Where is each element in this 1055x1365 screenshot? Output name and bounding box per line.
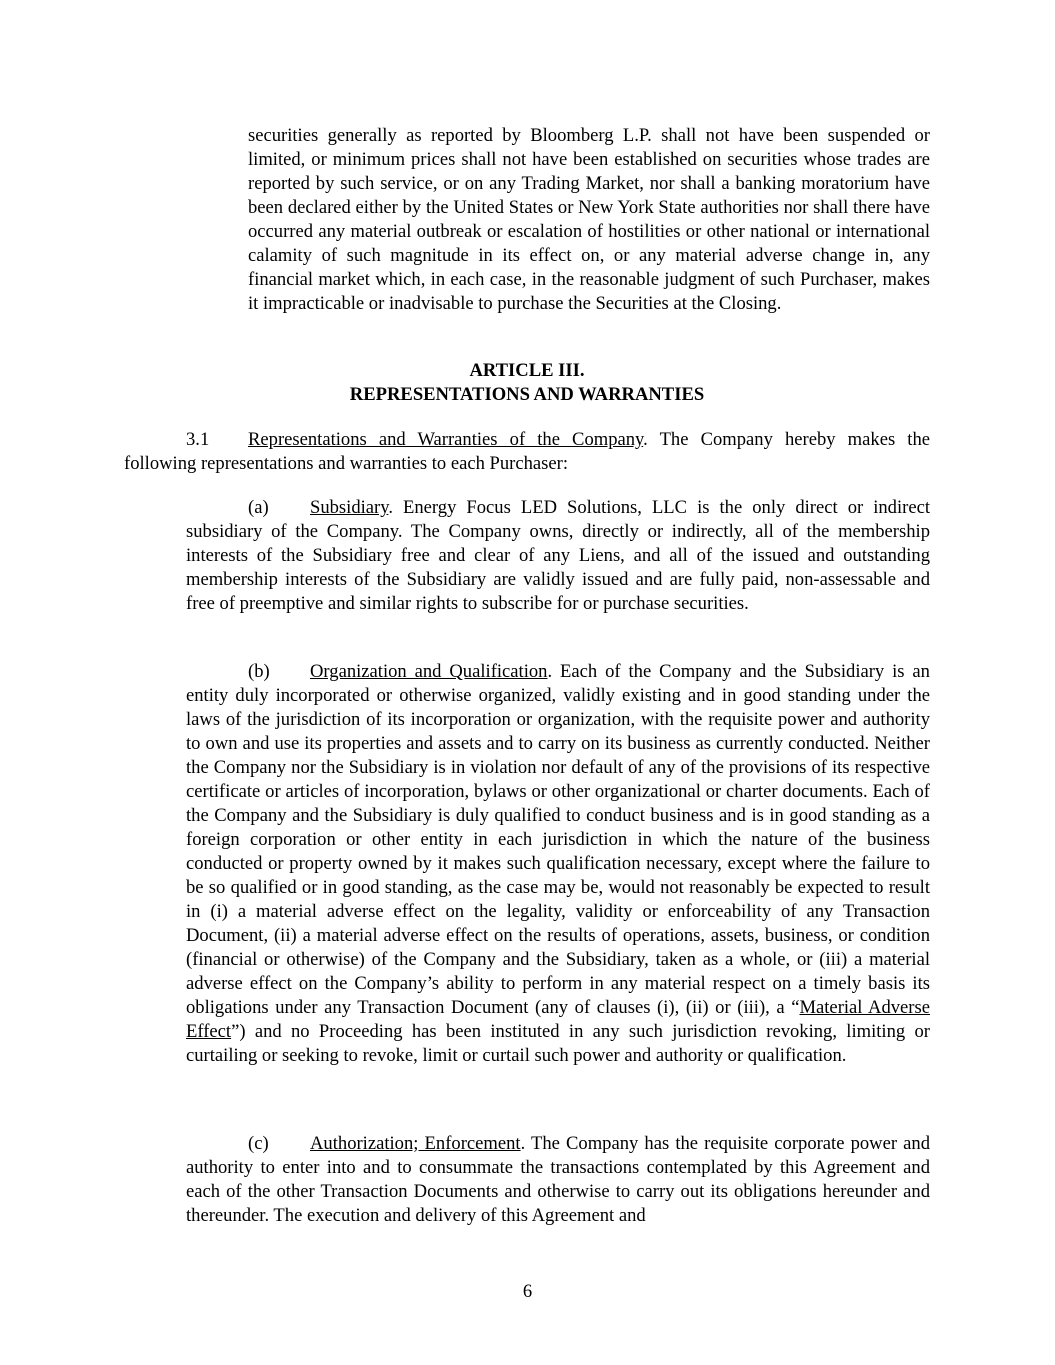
continued-paragraph: securities generally as reported by Bloomberg L.P. shall not have been suspended or limited, or minimum prices shall not have been established on securities whose trades are reported by such service, or on any Trading Market, nor shall a banking moratorium have been declared either by the United States or New York State authorities nor shall there have occurred any material outbreak or escalation of hostilities or other national or international calamity of such magnitude in its effect on, or any material adverse change in, any financial market which, in each case, in the reasonable judgment of such Purchaser, makes it impracticable or inadvisable to purchase the Securities at the Closing. <box>248 125 930 314</box>
paragraph-text: . The Company has the requisite corporate power and authority to enter into and to consummate the transactions contemplated by this Agreement and each of the other Transaction Documents and otherwise to carry out its obligations hereunder and thereunder. The execution and delivery of this Agreement and <box>186 1133 931 1226</box>
article-title: REPRESENTATIONS AND WARRANTIES <box>349 384 705 405</box>
paragraph-c <box>186 1132 930 1228</box>
section-text: . The Company hereby makes the following representations and warranties to each Purchaser: <box>124 429 930 474</box>
page-number: 6 <box>522 1281 533 1302</box>
paragraph-text: . Energy Focus LED Solutions, LLC is the only direct or indirect subsidiary of the Company. The Company owns, directly or indirectly, all of the membership interests of the Subsidiary free and clear of any Liens, and all of the issued and outstanding membership interests of the Subsidiary are validly issued and are fully paid, non-assessable and free of preemptive and similar rights to subscribe for or purchase securities. <box>186 497 930 614</box>
paragraph-label: (a) <box>248 497 269 518</box>
section-number: 3.1 <box>186 429 210 450</box>
paragraph-heading: Organization and Qualification <box>310 661 548 682</box>
paragraph-text-continued: ”) and no Proceeding has been instituted in any such jurisdiction revoking, limiting or curtailing or seeking to revoke, limit or curtail such power and authority or qualification. <box>186 1021 930 1066</box>
defined-term: Material Adverse Effect <box>186 997 930 1042</box>
paragraph-heading: Authorization; Enforcement <box>310 1133 521 1154</box>
section-heading: Representations and Warranties of the Company <box>248 429 644 450</box>
paragraph-label: (b) <box>248 661 270 682</box>
section-3-1 <box>124 428 930 476</box>
article-number: ARTICLE III. <box>469 360 585 381</box>
paragraph-heading: Subsidiary <box>310 497 389 518</box>
paragraph-label: (c) <box>248 1133 269 1154</box>
paragraph-text: . Each of the Company and the Subsidiary is an entity duly incorporated or otherwise organized, validly existing and in good standing under the laws of the jurisdiction of its incorporation or organization, with the requisite power and authority to own and use its properties and assets and to carry on its business as currently conducted. Neither the Company nor the Subsidiary is in violation nor default of any of the provisions of its respective certificate or articles of incorporation, bylaws or other organizational or charter documents. Each of the Company and the Subsidiary is duly qualified to conduct business and is in good standing as a foreign corporation or other entity in each jurisdiction in which the nature of the business conducted or property owned by it makes such qualification necessary, except where the failure to be so qualified or in good standing, as the case may be, would not reasonably be expected to result in (i) a material adverse effect on the legality, validity or enforceability of any Transaction Document, (ii) a material adverse effect on the results of operations, assets, business, or condition (financial or otherwise) of the Company and the Subsidiary, taken as a whole, or (iii) a material adverse effect on the Company’s ability to perform in any material respect on a timely basis its obligations under any Transaction Document (any of clauses (i), (ii) or (iii), a “ <box>186 661 930 1018</box>
paragraph-b <box>186 660 930 1068</box>
paragraph-a <box>186 496 930 616</box>
